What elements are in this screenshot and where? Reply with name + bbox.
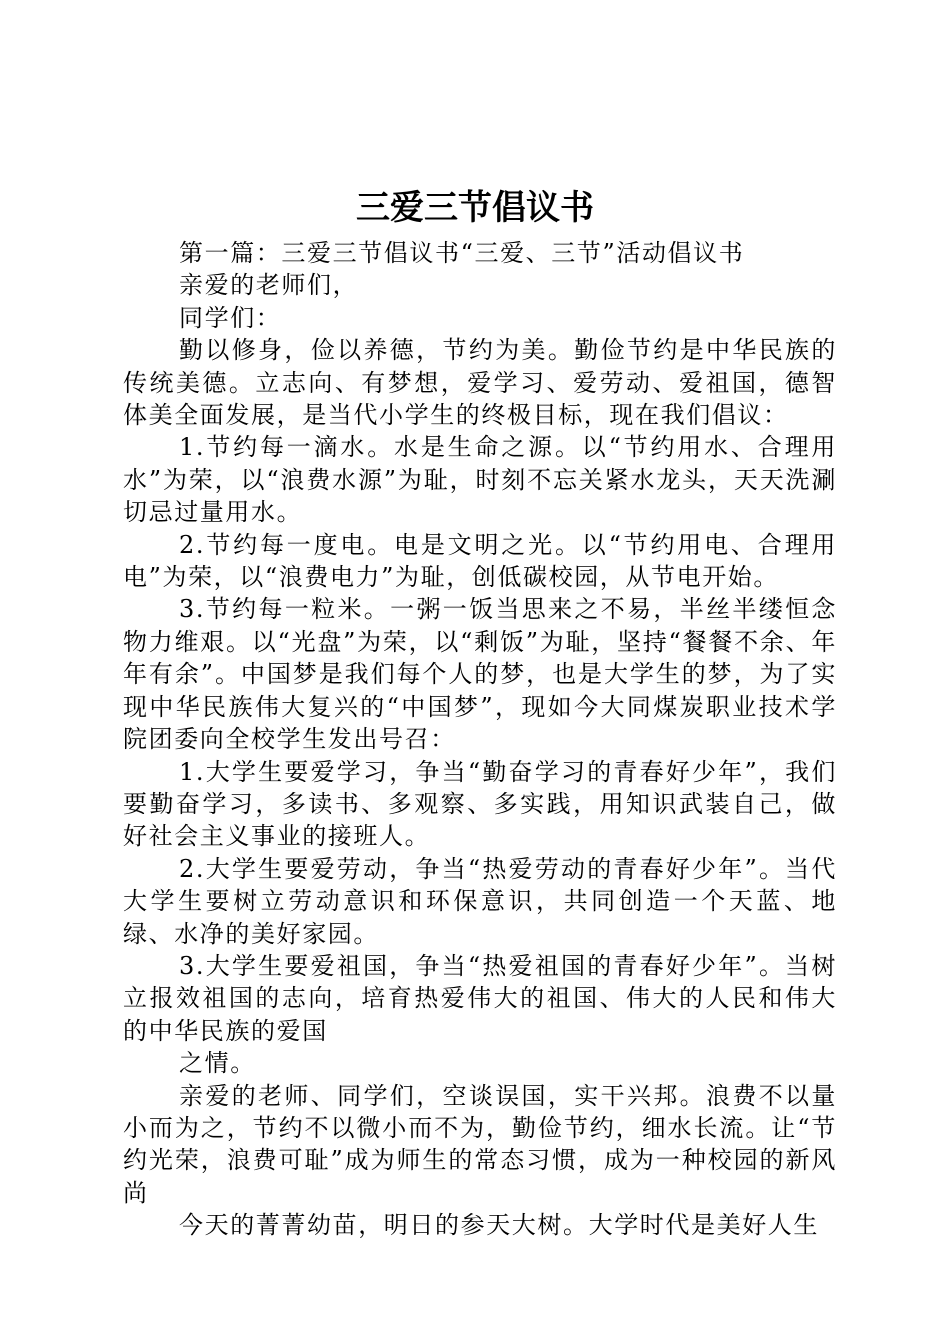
paragraph-intro: 勤以修身，俭以养德，节约为美。勤俭节约是中华民族的传统美德。立志向、有梦想，爱学习、爱劳动、爱祖国，德智体美全面发展，是当代小学生的终极目标，现在我们倡议：	[123, 336, 837, 430]
document-body	[123, 237, 837, 1242]
paragraph-appeal: 亲爱的老师、同学们，空谈误国，实干兴邦。浪费不以量小而为之，节约不以微小而不为，勤俭节约，细水长流。让“节约光荣，浪费可耻”成为师生的常态习惯，成为一种校园的新风尚	[123, 1081, 837, 1207]
paragraph-love-study: 1.大学生要爱学习，争当“勤奋学习的青春好少年”，我们要勤奋学习，多读书、多观察、多实践，用知识武装自己，做好社会主义事业的接班人。	[123, 757, 837, 851]
paragraph-love-labor: 2.大学生要爱劳动，争当“热爱劳动的青春好少年”。当代大学生要树立劳动意识和环保意识，共同创造一个天蓝、地绿、水净的美好家园。	[123, 854, 837, 948]
paragraph-subtitle: 第一篇：三爱三节倡议书“三爱、三节”活动倡议书	[179, 239, 745, 267]
paragraph-save-water: 1.节约每一滴水。水是生命之源。以“节约用水、合理用水”为荣，以“浪费水源”为耻，时刻不忘关紧水龙头，天天洗涮切忌过量用水。	[123, 433, 837, 527]
paragraph-salutation-students: 同学们：	[179, 303, 282, 332]
paragraph-save-rice: 3.节约每一粒米。一粥一饭当思来之不易，半丝半缕恒念物力维艰。以“光盘”为荣，以“剩饭”为耻，坚持“餐餐不余、年年有余”。中国梦是我们每个人的梦，也是大学生的梦，为了实现中华民族伟大复兴的“中国梦”，现如今大同煤炭职业技术学院团委向全校学生发出号召：	[123, 595, 837, 754]
paragraph-love-country-end: 之情。	[179, 1049, 256, 1078]
paragraph-salutation-teachers: 亲爱的老师们，	[179, 271, 359, 300]
paragraph-love-country: 3.大学生要爱祖国，争当“热爱祖国的青春好少年”。当树立报效祖国的志向，培育热爱伟大的祖国、伟大的人民和伟大的中华民族的爱国	[123, 951, 837, 1045]
paragraph-save-electricity: 2.节约每一度电。电是文明之光。以“节约用电、合理用电”为荣，以“浪费电力”为耻，创低碳校园，从节电开始。	[123, 530, 837, 592]
paragraph-closing: 今天的菁菁幼苗，明日的参天大树。大学时代是美好人生	[179, 1211, 819, 1240]
document-title: 三爱三节倡议书	[356, 188, 594, 228]
